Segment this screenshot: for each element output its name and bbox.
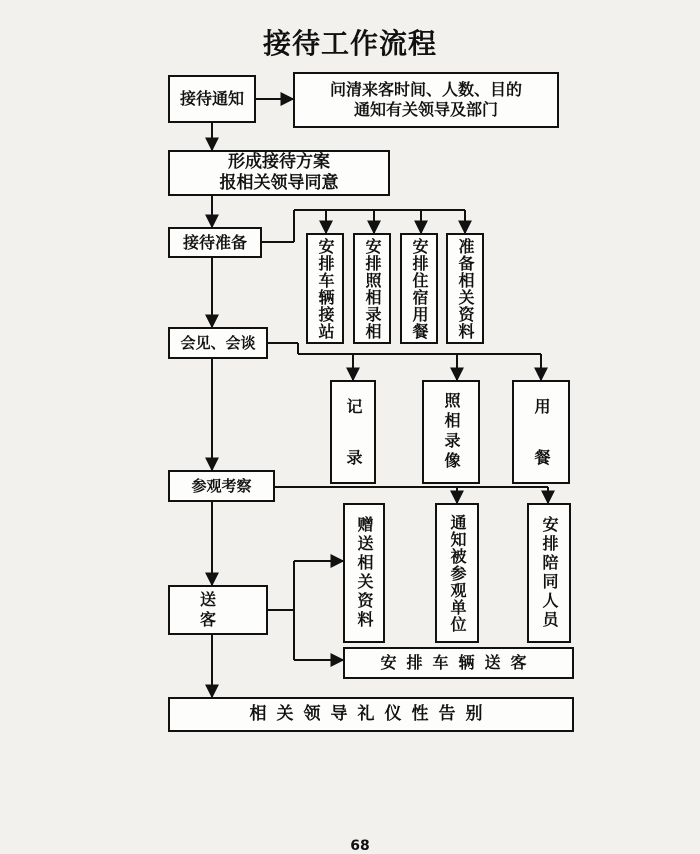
step-meet: 会见、会谈 [168, 327, 268, 359]
page-title: 接待工作流程 [262, 27, 437, 60]
step-notify: 接待通知 [168, 75, 256, 123]
prepare-item-vehicle-pickup: 安排车辆接站 [306, 233, 344, 344]
meet-item-dining: 用 餐 [512, 380, 570, 484]
visit-item-gift-materials: 赠送相关资料 [343, 503, 385, 643]
sendoff-item-vehicle: 安排车辆送客 [343, 647, 574, 679]
step-farewell: 相关领导礼仪性告别 [168, 697, 574, 732]
step-plan: 形成接待方案 报相关领导同意 [168, 150, 390, 196]
page-number: 68 [350, 838, 370, 854]
prepare-item-photo-record: 安排照相录相 [353, 233, 391, 344]
meet-item-minutes: 记 录 [330, 380, 376, 484]
visit-item-escort: 安排陪同人员 [527, 503, 571, 643]
step-prepare: 接待准备 [168, 227, 262, 258]
step-notify-detail: 问清来客时间、人数、目的 通知有关领导及部门 [293, 72, 559, 128]
step-visit: 参观考察 [168, 470, 275, 502]
meet-item-photo-video: 照相录像 [422, 380, 480, 484]
prepare-item-lodging-meals: 安排住宿用餐 [400, 233, 438, 344]
prepare-item-materials: 准备相关资料 [446, 233, 484, 344]
visit-item-notify-unit: 通知被参观单位 [435, 503, 479, 643]
step-send-off: 送客 [168, 585, 268, 635]
